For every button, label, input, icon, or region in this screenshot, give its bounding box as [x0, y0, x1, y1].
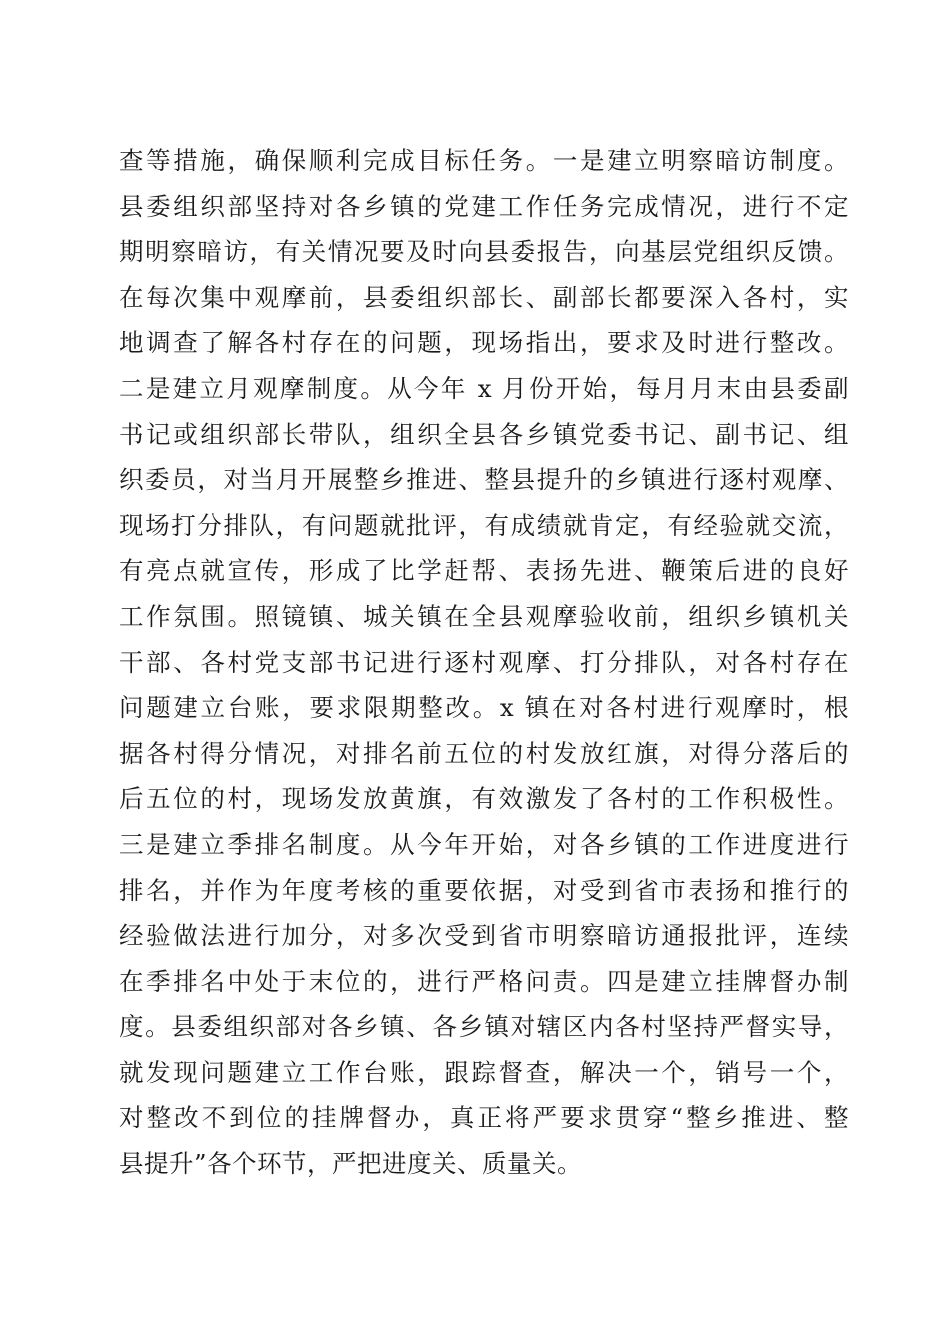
text-line-17: 排名，并作为年度考核的重要依据，对受到省市表扬和推行的	[119, 875, 849, 905]
text-line-10: 有亮点就宣传，形成了比学赶帮、表扬先进、鞭策后进的良好	[119, 556, 849, 586]
text-line-9: 现场打分排队，有问题就批评，有成绩就肯定，有经验就交流，	[119, 510, 849, 540]
text-line-22: 对整改不到位的挂牌督办，真正将严要求贯穿“整乡推进、整	[119, 1103, 849, 1133]
text-line-14: 据各村得分情况，对排名前五位的村发放红旗，对得分落后的	[119, 738, 849, 768]
text-line-6: 二是建立月观摩制度。从今年 x 月份开始，每月月末由县委副	[119, 373, 849, 403]
text-line-18: 经验做法进行加分，对多次受到省市明察暗访通报批评，连续	[119, 921, 849, 951]
body-text	[119, 138, 849, 1187]
text-line-23: 县提升”各个环节，严把进度关、质量关。	[119, 1149, 583, 1179]
text-line-8: 织委员，对当月开展整乡推进、整县提升的乡镇进行逐村观摩、	[119, 465, 849, 495]
text-line-21: 就发现问题建立工作台账，跟踪督查，解决一个，销号一个，	[119, 1057, 849, 1087]
text-line-16: 三是建立季排名制度。从今年开始，对各乡镇的工作进度进行	[119, 829, 849, 859]
text-line-12: 干部、各村党支部书记进行逐村观摩、打分排队，对各村存在	[119, 647, 849, 677]
text-line-4: 在每次集中观摩前，县委组织部长、副部长都要深入各村，实	[119, 282, 849, 312]
text-line-5: 地调查了解各村存在的问题，现场指出，要求及时进行整改。	[119, 328, 849, 358]
text-line-2: 县委组织部坚持对各乡镇的党建工作任务完成情况，进行不定	[119, 191, 849, 221]
text-line-3: 期明察暗访，有关情况要及时向县委报告，向基层党组织反馈。	[119, 237, 849, 267]
text-line-7: 书记或组织部长带队，组织全县各乡镇党委书记、副书记、组	[119, 419, 849, 449]
text-line-20: 度。县委组织部对各乡镇、各乡镇对辖区内各村坚持严督实导，	[119, 1012, 849, 1042]
text-line-11: 工作氛围。照镜镇、城关镇在全县观摩验收前，组织乡镇机关	[119, 601, 849, 631]
text-line-1: 查等措施，确保顺利完成目标任务。一是建立明察暗访制度。	[119, 146, 849, 175]
text-line-13: 问题建立台账，要求限期整改。x 镇在对各村进行观摩时，根	[119, 693, 849, 723]
text-line-19: 在季排名中处于末位的，进行严格问责。四是建立挂牌督办制	[119, 966, 849, 996]
text-line-15: 后五位的村，现场发放黄旗，有效激发了各村的工作积极性。	[119, 784, 849, 814]
